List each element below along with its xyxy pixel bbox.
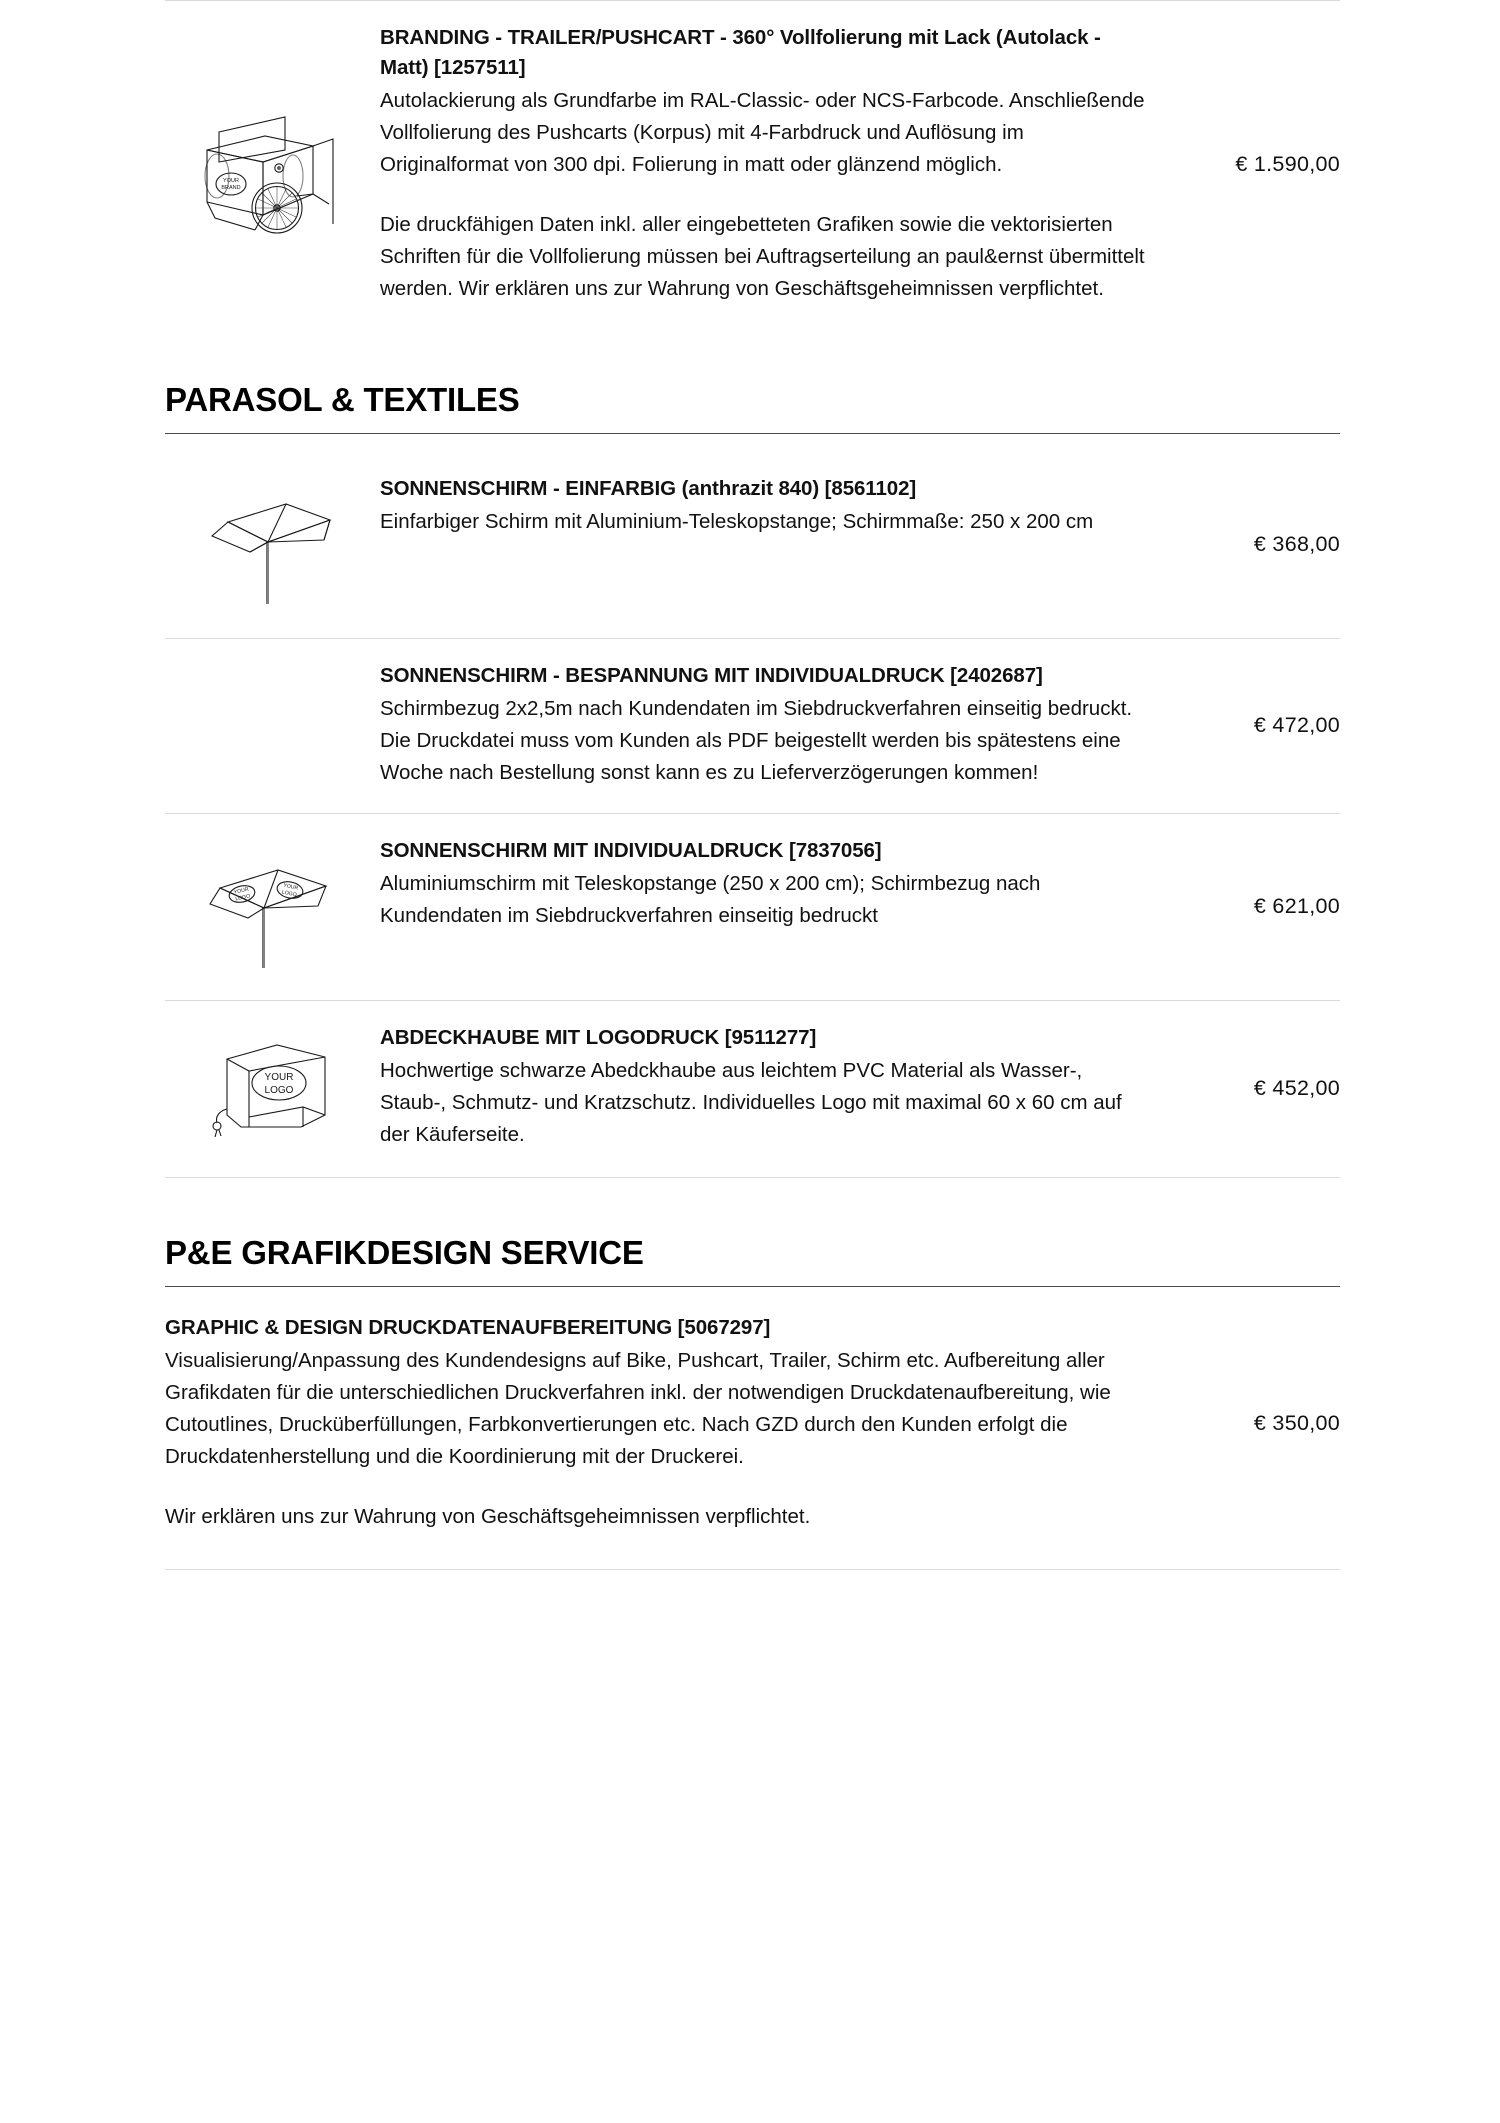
line-item-text xyxy=(165,1313,1172,1533)
svg-text:LOGO: LOGO xyxy=(234,893,251,903)
line-item-description: Aluminiumschirm mit Teleskopstange (250 x 200 cm); Schirmbezug nach Kundendaten im Siebdruckverfahren einseitig bedruckt xyxy=(380,872,1041,928)
line-item-thumbnail xyxy=(165,84,380,244)
line-item-row xyxy=(165,440,1340,638)
line-item-row xyxy=(165,1000,1340,1178)
line-item-title: BRANDING - TRAILER/PUSHCART - 360° Vollfolierung mit Lack (Autolack - Matt) [1257511] xyxy=(380,26,1101,80)
cover-hood-logo-illustration xyxy=(193,1023,353,1153)
line-item-title: ABDECKHAUBE MIT LOGODRUCK [9511277] xyxy=(380,1026,817,1050)
line-item-description-1: Visualisierung/Anpassung des Kundendesigns auf Bike, Pushcart, Trailer, Schirm etc. Aufbereitung aller Grafikdaten für die unterschiedlichen Druckverfahren inkl. der notwendigen Druckdatenaufbereitung, wie Cutoutlines, Drucküberfüllungen, Farbkonvertierungen etc. Nach GZD durch den Kunden erfolgt die Druckdatenherstellung und die Koordinierung mit der Druckerei. xyxy=(165,1349,1111,1469)
line-item-row xyxy=(165,0,1340,329)
line-item-price: € 368,00 xyxy=(1253,531,1340,556)
bottom-divider xyxy=(165,1569,1340,1570)
line-item-title: SONNENSCHIRM - BESPANNUNG MIT INDIVIDUALDRUCK [2402687] xyxy=(380,664,1043,688)
line-item-thumbnail xyxy=(165,1023,380,1153)
page-content xyxy=(165,0,1340,1570)
paragraph-spacer xyxy=(165,1473,1146,1501)
line-item-description: Hochwertige schwarze Abedckhaube aus leichtem PVC Material als Wasser-, Staub-, Schmutz- und Kratzschutz. Individuelles Logo mit maximal 60 x 60 cm auf der Käuferseite. xyxy=(380,1059,1122,1147)
section-divider xyxy=(165,433,1340,434)
section-grafikdesign-service xyxy=(165,1234,1340,1287)
line-item-description-1: Autolackierung als Grundfarbe im RAL-Classic- oder NCS-Farbcode. Anschließende Vollfolierung des Pushcarts (Korpus) mit 4-Farbdruck und Auflösung im Originalformat von 300 dpi. Folierung in matt oder glänzend möglich. xyxy=(380,89,1145,177)
svg-text:YOUR: YOUR xyxy=(233,886,250,896)
pushcart-trailer-illustration xyxy=(193,84,353,244)
line-item-row xyxy=(165,813,1340,1000)
section-heading: PARASOL & TEXTILES xyxy=(165,381,520,419)
section-parasol-textiles xyxy=(165,381,1340,434)
line-item-row xyxy=(165,1293,1340,1555)
svg-text:BRAND: BRAND xyxy=(220,185,241,192)
line-item-title: GRAPHIC & DESIGN DRUCKDATENAUFBEREITUNG [5067297] xyxy=(165,1316,771,1340)
line-item-price: € 350,00 xyxy=(1253,1410,1340,1435)
line-item-thumbnail xyxy=(165,836,380,976)
svg-text:LOGO: LOGO xyxy=(281,889,298,899)
line-item-thumbnail xyxy=(165,474,380,614)
line-item-row xyxy=(165,638,1340,813)
line-item-price: € 452,00 xyxy=(1253,1075,1340,1100)
svg-text:YOUR: YOUR xyxy=(282,882,299,892)
line-item-title: SONNENSCHIRM MIT INDIVIDUALDRUCK [7837056] xyxy=(380,839,882,863)
svg-text:LOGO: LOGO xyxy=(264,1085,293,1097)
line-item-text xyxy=(380,1023,1172,1151)
section-heading: P&E GRAFIKDESIGN SERVICE xyxy=(165,1234,644,1272)
parasol-printed-logo-illustration xyxy=(190,836,355,976)
line-item-text xyxy=(380,23,1172,305)
svg-text:YOUR: YOUR xyxy=(264,1072,293,1084)
line-item-description: Einfarbiger Schirm mit Aluminium-Teleskopstange; Schirmmaße: 250 x 200 cm xyxy=(380,510,1094,534)
line-item-description: Schirmbezug 2x2,5m nach Kundendaten im Siebdruckverfahren einseitig bedruckt. xyxy=(380,697,1133,721)
section-divider xyxy=(165,1286,1340,1287)
line-item-price: € 621,00 xyxy=(1253,893,1340,918)
line-item-description-2: Die druckfähigen Daten inkl. aller eingebetteten Grafiken sowie die vektorisierten Schriften für die Vollfolierung müssen bei Auftragserteilung an paul&ernst übermittelt werden. Wir erklären uns zur Wahrung von Geschäftsgeheimnissen verpflichtet. xyxy=(380,213,1145,301)
line-item-description-2: Wir erklären uns zur Wahrung von Geschäftsgeheimnissen verpflichtet. xyxy=(165,1505,811,1529)
paragraph-spacer xyxy=(380,181,1146,209)
parasol-plain-illustration xyxy=(190,474,355,614)
line-item-price: € 1.590,00 xyxy=(1235,151,1340,176)
line-item-title: SONNENSCHIRM - EINFARBIG (anthrazit 840) [8561102] xyxy=(380,477,917,501)
line-item-description-note: Die Druckdatei muss vom Kunden als PDF beigestellt werden bis spätestens eine Woche nach Bestellung sonst kann es zu Lieferverzögerungen kommen! xyxy=(380,729,1121,785)
line-item-text xyxy=(380,836,1172,932)
line-item-text xyxy=(380,474,1172,538)
line-item-text xyxy=(380,661,1172,789)
svg-text:YOUR: YOUR xyxy=(222,178,239,185)
line-item-price: € 472,00 xyxy=(1253,712,1340,737)
